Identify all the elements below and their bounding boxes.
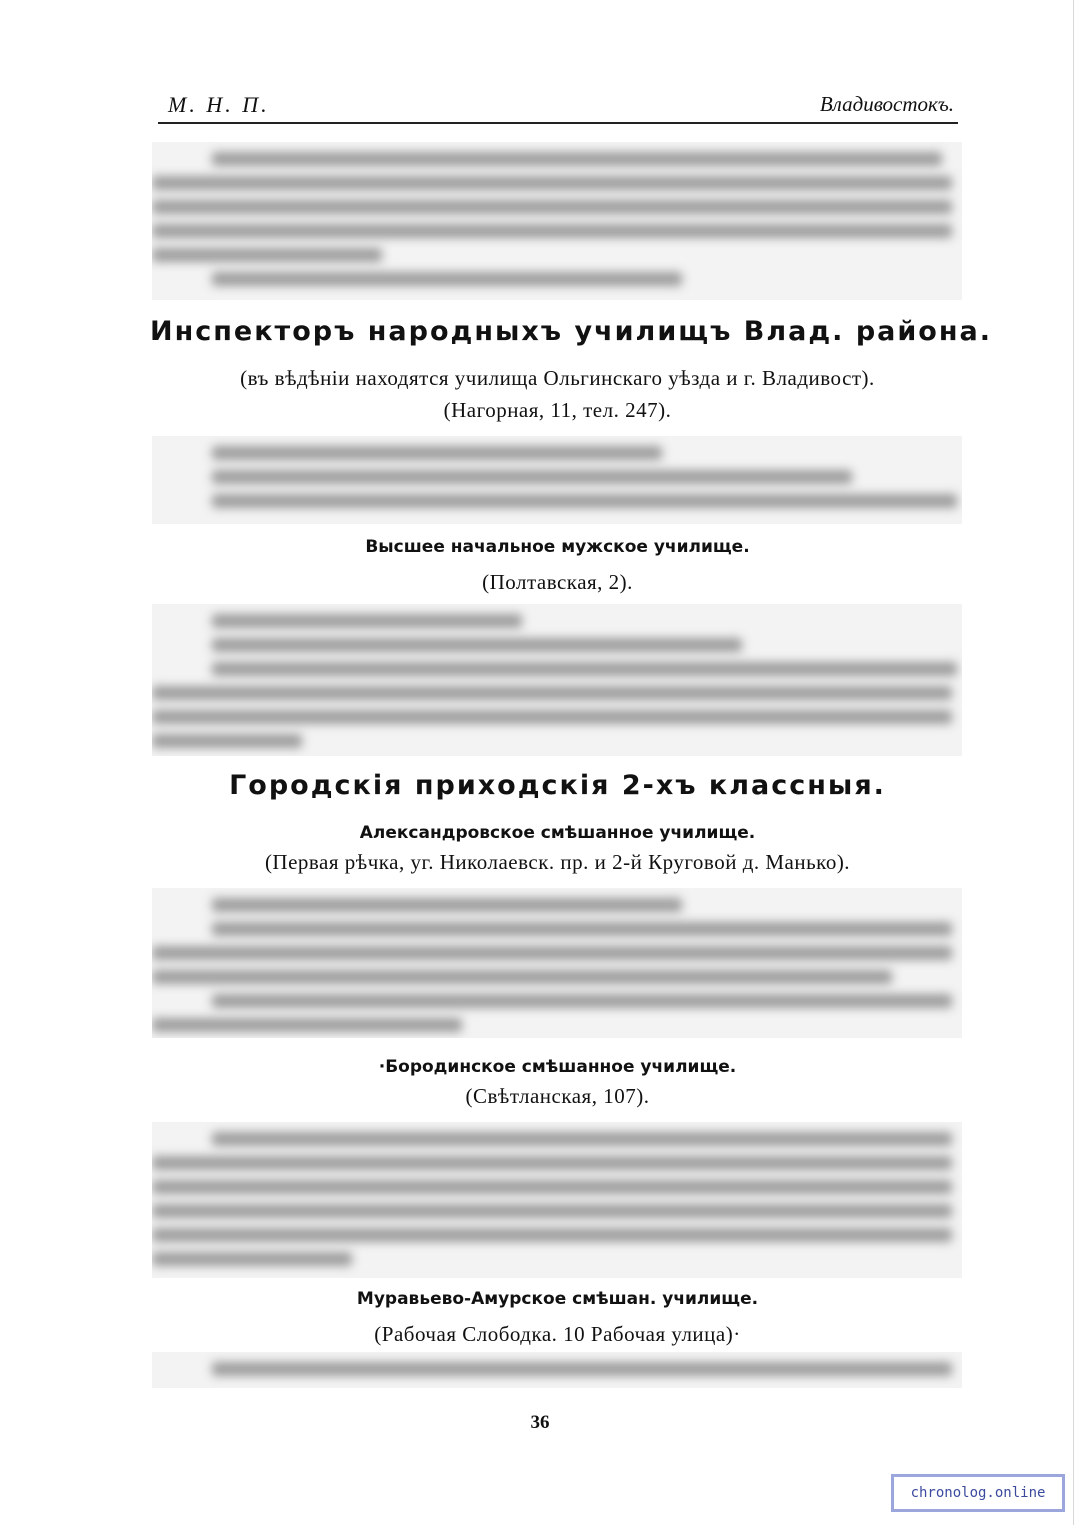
redacted-text-block: [152, 1122, 962, 1278]
muravyevo-school-title: Муравьево-Амурское смѣшан. училище.: [356, 1289, 759, 1309]
redacted-text-block: [152, 888, 962, 1038]
redacted-text-block: [152, 436, 962, 524]
running-header: [158, 86, 958, 126]
watermark-badge: chronolog.online: [891, 1474, 1065, 1512]
redacted-text-block: [152, 142, 962, 300]
page-number: 36: [530, 1412, 550, 1433]
parish-schools-title: Городскія приходскія 2-хъ классныя.: [229, 770, 886, 801]
header-rule: [158, 122, 958, 124]
inspector-note: (въ вѣдѣніи находятся училища Ольгинскаго уѣзда и г. Владивост).: [240, 366, 875, 390]
higher-school-title: Высшее начальное мужское училище.: [365, 537, 750, 557]
alexandrovskoe-school-address: (Первая рѣчка, уг. Николаевск. пр. и 2-й Круговой д. Манько).: [264, 850, 851, 874]
muravyevo-school-address: (Рабочая Слободка. 10 Рабочая улица)·: [374, 1322, 741, 1346]
header-left: М. Н. П.: [168, 92, 270, 117]
page-edge: [1073, 0, 1074, 1525]
redacted-text-block: [152, 1352, 962, 1388]
redacted-text-block: [152, 604, 962, 756]
borodinskoe-school-address: (Свѣтланская, 107).: [465, 1084, 650, 1108]
alexandrovskoe-school-title: Александровское смѣшанное училище.: [359, 823, 756, 843]
inspector-address: (Нагорная, 11, тел. 247).: [443, 398, 672, 422]
borodinskoe-school-title: ·Бородинское смѣшанное училище.: [378, 1057, 737, 1077]
inspector-title: Инспекторъ народныхъ училищъ Влад. района.: [150, 316, 992, 347]
header-right: Владивостокъ.: [819, 92, 954, 116]
higher-school-address: (Полтавская, 2).: [482, 570, 633, 594]
